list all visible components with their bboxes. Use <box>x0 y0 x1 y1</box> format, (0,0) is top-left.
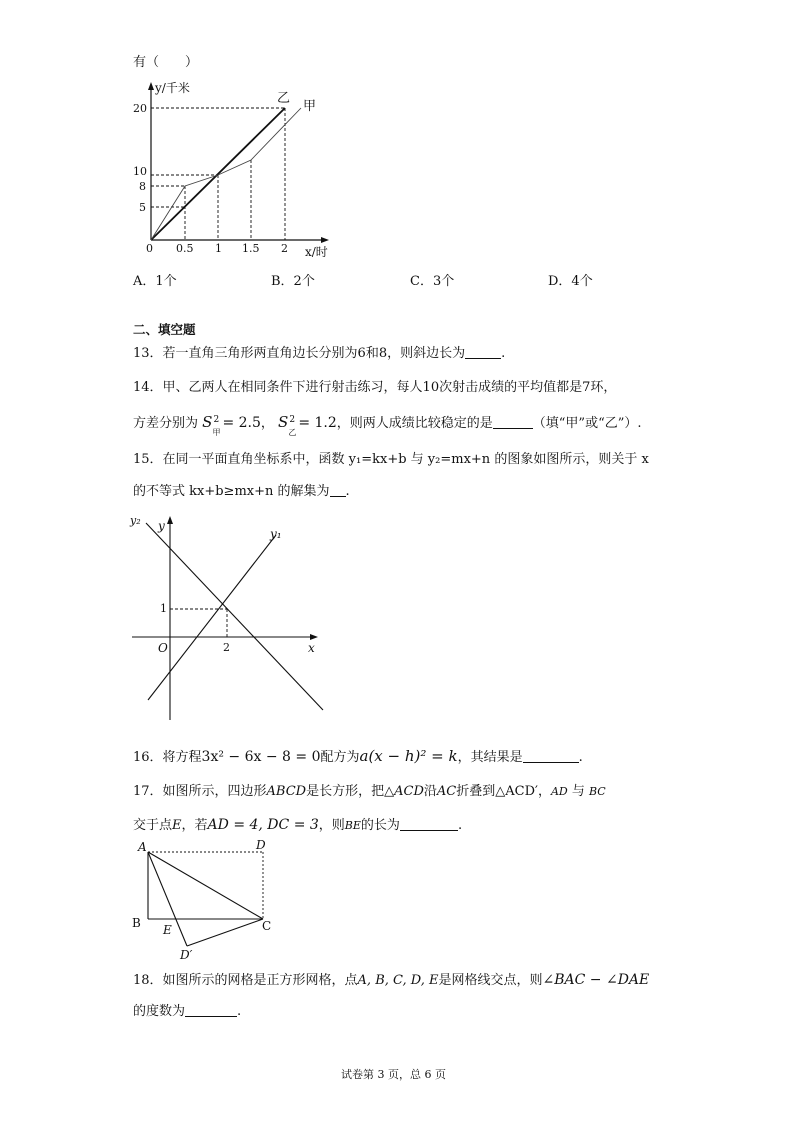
sub-yi: 乙 <box>288 428 297 437</box>
q14-p3: （填“甲”或“乙”）. <box>532 416 642 431</box>
q13-text: 13．若一直角三角形两直角边长分别为6和8，则斜边长为 <box>133 346 466 361</box>
x-tick: 1 <box>215 242 222 255</box>
point-d: D <box>256 838 266 852</box>
y-tick: 8 <box>139 180 146 193</box>
q18-points: A, B, C, D, E <box>357 973 439 988</box>
q17-ad: AD <box>550 785 568 798</box>
answer-blank <box>330 484 346 497</box>
q17-ac: AC <box>436 784 457 799</box>
s-jia: S <box>202 413 213 431</box>
linear-functions-graph <box>130 510 330 725</box>
val-jia: = 2.5 <box>222 415 261 431</box>
option-c: C．3个 <box>410 274 455 289</box>
question-15-line2: 的不等式 kx+b≥mx+n 的解集为 . <box>133 484 350 499</box>
q18-expression: ∠BAC − ∠DAE <box>542 972 650 988</box>
q17-point-e: E <box>172 818 182 833</box>
line-yi-label: 乙 <box>277 91 291 106</box>
answer-blank <box>523 750 579 763</box>
question-14-line1: 14．甲、乙两人在相同条件下进行射击练习，每人10次射击成绩的平均值都是7环， <box>133 380 617 395</box>
point-e: E <box>163 923 172 937</box>
x-tick: 1.5 <box>242 242 260 255</box>
q17-line2a: 交于点 <box>133 818 173 833</box>
q14-p2: ，则两人成绩比较稳定的是 <box>336 416 493 431</box>
label-y1: y₁ <box>270 527 282 541</box>
q17-line2d: 的长为 <box>360 818 400 833</box>
q17-d: 折叠到△ACD′， <box>456 784 551 799</box>
equation-2: a(x − h)² = k <box>359 747 458 765</box>
q18-b: 是网格线交点，则 <box>438 973 543 988</box>
y-axis-label: y/千米 <box>155 81 190 95</box>
q15-line2-text: 的不等式 kx+b≥mx+n 的解集为 <box>133 484 330 499</box>
question-18-line1 <box>133 972 649 989</box>
q17-line2c: ，则 <box>318 818 345 833</box>
label-y: y <box>158 519 165 533</box>
line-jia-label: 甲 <box>303 99 317 114</box>
question-14-line2: 方差分别为 S 2 甲 = 2.5， S 2 乙 = 1.2，则两人成绩比较稳定的是 （填“甲”或“乙”）. <box>133 414 642 432</box>
y-tick: 20 <box>133 102 147 115</box>
sub-jia: 甲 <box>212 428 221 437</box>
option-b: B．2个 <box>271 274 315 289</box>
x-tick: 2 <box>281 242 288 255</box>
q18-line2: 的度数为 <box>133 1004 186 1019</box>
question-13: 13．若一直角三角形两直角边长分别为6和8，则斜边长为 . <box>133 346 506 361</box>
label-one: 1 <box>160 602 167 615</box>
x-tick: 0.5 <box>176 242 194 255</box>
q17-c: 沿 <box>423 784 437 799</box>
question-16: 16．将方程3x² − 6x − 8 = 0配方为a(x − h)² = k，其结果是 . <box>133 747 583 765</box>
val-yi: = 1.2 <box>298 415 337 431</box>
q16-a: 16．将方程 <box>133 750 202 765</box>
q16-b: 配方为 <box>320 750 360 765</box>
y-tick: 5 <box>139 201 146 214</box>
question-17-line1 <box>133 784 606 800</box>
y-tick: 10 <box>133 165 147 178</box>
point-b: B <box>132 916 141 930</box>
page-footer: 试卷第 3 页，总 6 页 <box>341 1068 446 1081</box>
line-y1 <box>148 535 276 700</box>
answer-blank <box>493 416 533 429</box>
x-axis-label: x/时 <box>305 245 328 259</box>
point-d-prime: D′ <box>180 948 193 962</box>
q16-c: ，其结果是 <box>457 750 523 765</box>
label-origin: O <box>158 641 168 655</box>
option-d: D．4个 <box>548 274 593 289</box>
answer-blank <box>185 1004 237 1017</box>
q18-a: 18．如图所示的网格是正方形网格，点 <box>133 973 358 988</box>
q17-e: 与 <box>571 784 585 799</box>
q17-bc: BC <box>589 785 606 798</box>
answer-blank <box>400 818 458 831</box>
section-title: 二、填空题 <box>133 322 196 337</box>
q17-acd: ACD <box>394 784 424 799</box>
point-c: C <box>262 919 272 933</box>
sup-2: 2 <box>289 415 296 425</box>
line-y2 <box>146 523 323 710</box>
option-a: A．1个 <box>133 274 177 289</box>
equation-1: 3x² − 6x − 8 = 0 <box>201 749 321 765</box>
q17-be: BE <box>344 819 361 832</box>
q17-b: 是长方形，把△ <box>306 784 395 799</box>
line-jia <box>151 108 301 240</box>
q17-abcd: ABCD <box>266 784 307 799</box>
answer-blank <box>465 346 501 359</box>
origin-label: 0 <box>146 242 153 255</box>
question-17-line2: 交于点E，若AD = 4, DC = 3，则BE的长为 . <box>133 817 463 833</box>
question-15-line1: 15．在同一平面直角坐标系中，函数 y₁=kx+b 与 y₂=mx+n 的图象如图所示，则关于 x <box>133 452 649 467</box>
q17-line2b: ，若 <box>181 818 208 833</box>
question-18-line2: 的度数为 . <box>133 1004 242 1019</box>
question-stem-end: 有（ ） <box>133 55 199 70</box>
q14-p1: 方差分别为 <box>133 416 199 431</box>
s-yi: S <box>278 413 289 431</box>
label-y2: y₂ <box>130 514 141 527</box>
point-a: A <box>138 840 147 854</box>
rectangle-fold-figure <box>130 838 280 963</box>
label-x: x <box>308 641 315 655</box>
sup-2: 2 <box>213 415 220 425</box>
q17-a: 17．如图所示，四边形 <box>133 784 267 799</box>
label-two: 2 <box>223 641 230 654</box>
q17-condition: AD = 4, DC = 3 <box>207 817 319 833</box>
distance-time-graph <box>133 80 333 260</box>
